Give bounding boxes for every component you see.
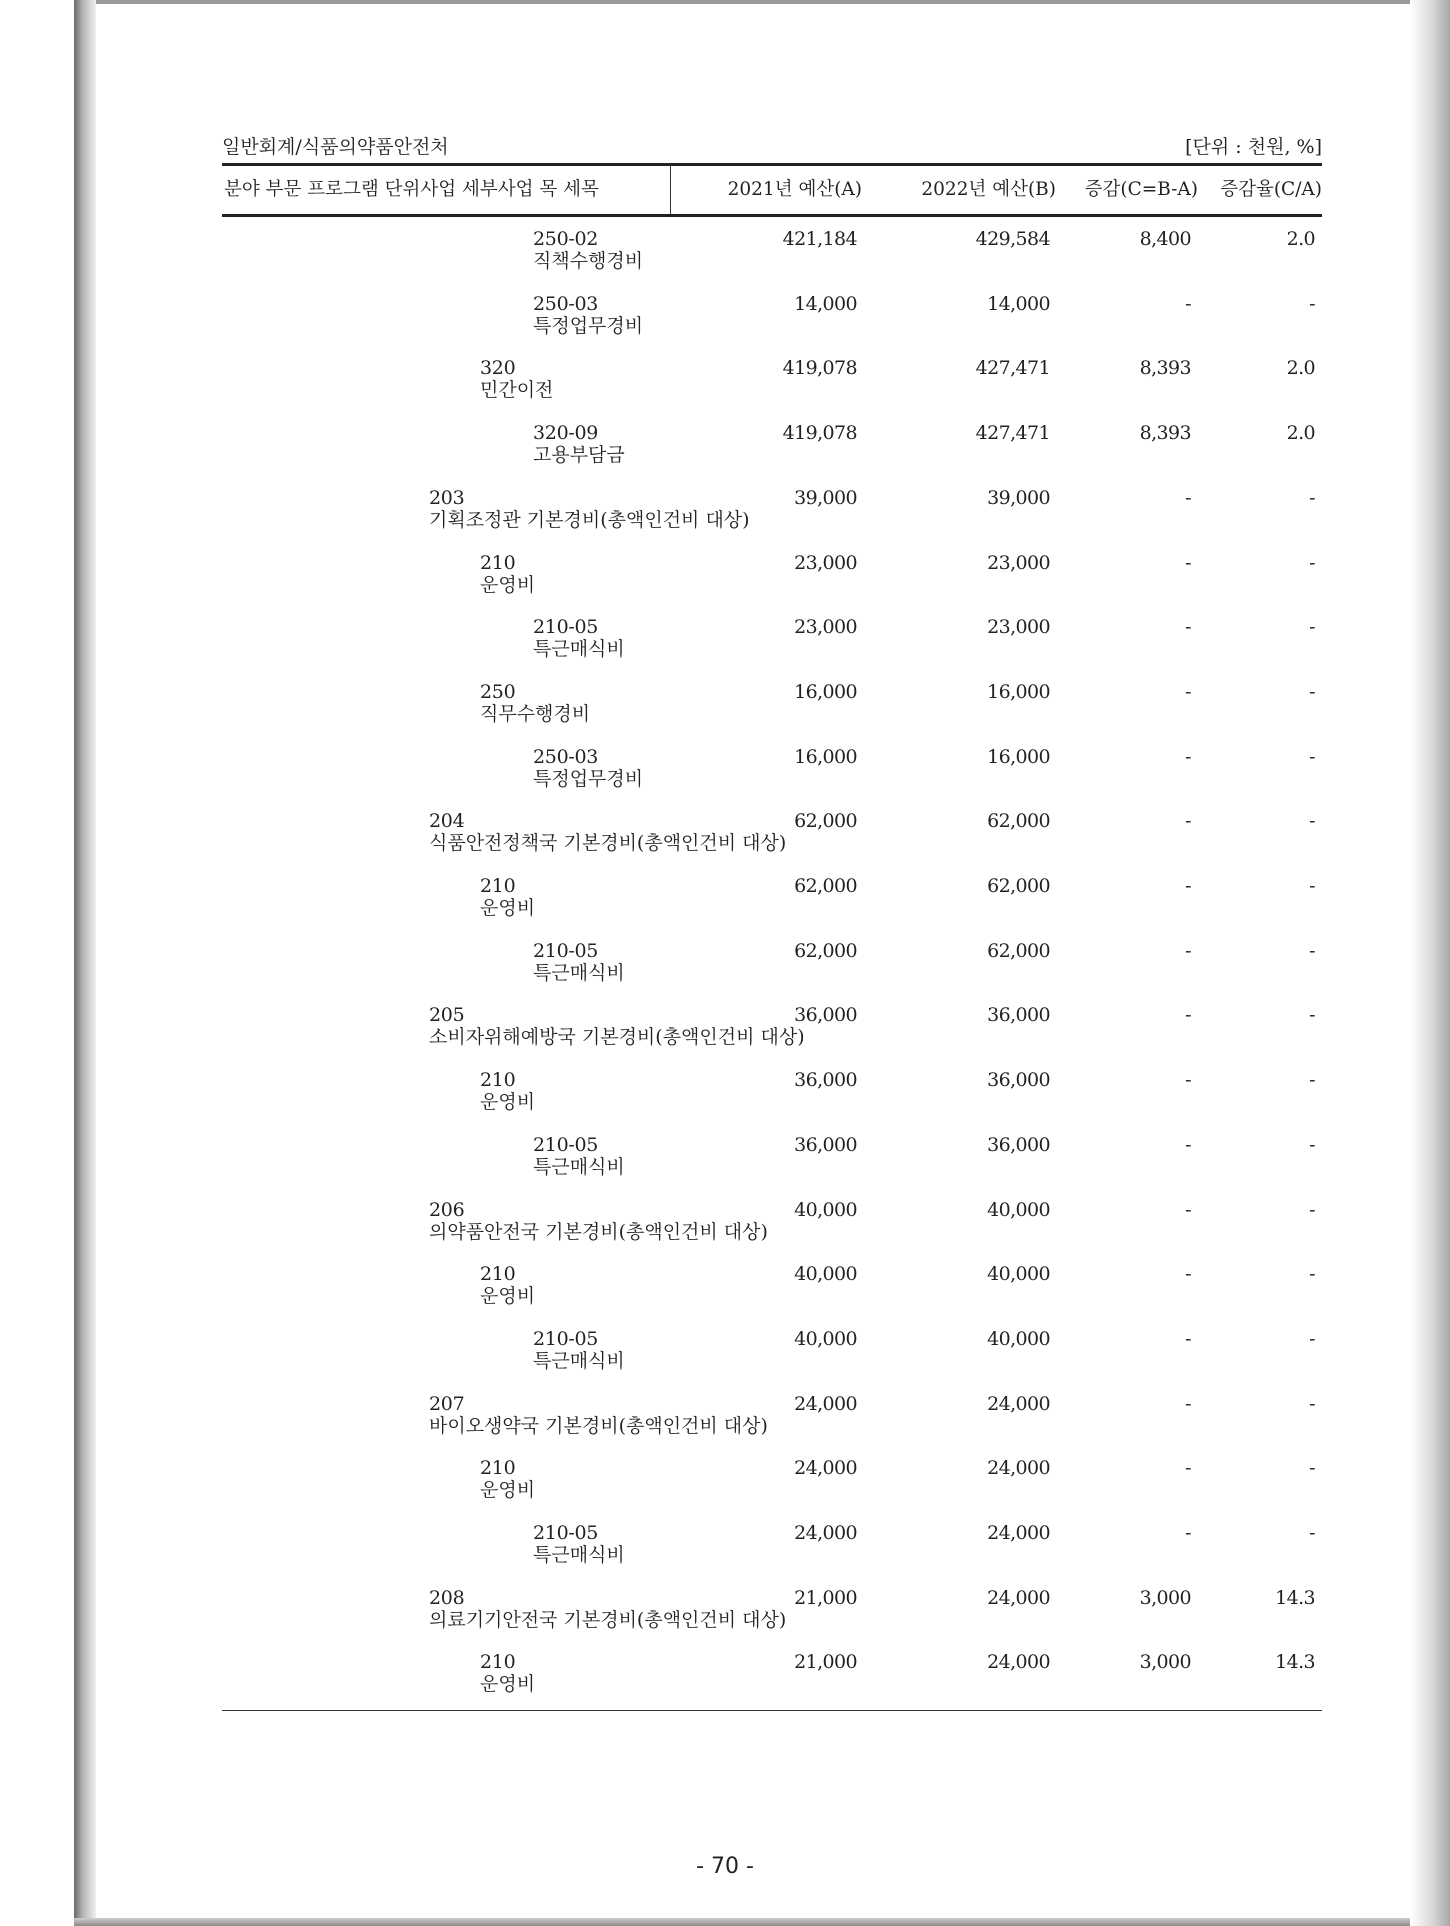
cell-change: -	[1185, 1069, 1191, 1091]
scan-right-edge	[1410, 0, 1450, 1926]
row-name: 특정업무경비	[533, 315, 644, 337]
cell-budget-2021: 23,000	[794, 616, 857, 638]
row-code: 204	[429, 810, 465, 832]
cell-budget-2021: 62,000	[794, 875, 857, 897]
scan-left-edge	[74, 0, 96, 1926]
cell-change-rate: -	[1309, 875, 1315, 897]
cell-change-rate: -	[1309, 1004, 1315, 1026]
cell-budget-2021: 21,000	[794, 1587, 857, 1609]
cell-change-rate: -	[1309, 1199, 1315, 1221]
row-name: 운영비	[480, 1673, 536, 1695]
cell-budget-2022: 36,000	[987, 1134, 1050, 1156]
cell-change-rate: -	[1309, 1069, 1315, 1091]
cell-change-rate: 2.0	[1286, 228, 1315, 250]
row-name: 식품안전정책국 기본경비(총액인건비 대상)	[429, 832, 787, 854]
table-row	[222, 1263, 1322, 1327]
column-header-change: 증감(C=B-A)	[1084, 179, 1198, 200]
cell-change-rate: -	[1309, 746, 1315, 768]
cell-change-rate: 14.3	[1275, 1651, 1315, 1673]
cell-change-rate: 2.0	[1286, 357, 1315, 379]
table-row	[222, 1651, 1322, 1715]
row-name: 운영비	[480, 574, 536, 596]
cell-budget-2022: 62,000	[987, 875, 1050, 897]
cell-change-rate: -	[1309, 681, 1315, 703]
scan-top-edge	[74, 0, 1410, 4]
cell-change: -	[1185, 1457, 1191, 1479]
cell-budget-2022: 40,000	[987, 1263, 1050, 1285]
table-row	[222, 1393, 1322, 1457]
cell-change-rate: -	[1309, 1457, 1315, 1479]
row-name: 바이오생약국 기본경비(총액인건비 대상)	[429, 1415, 768, 1437]
cell-budget-2021: 14,000	[794, 293, 857, 315]
cell-budget-2022: 24,000	[987, 1522, 1050, 1544]
row-code: 210-05	[533, 1134, 599, 1156]
table-bottom-rule	[222, 1710, 1322, 1711]
cell-budget-2021: 16,000	[794, 681, 857, 703]
table-row	[222, 1069, 1322, 1133]
cell-change: -	[1185, 552, 1191, 574]
cell-budget-2021: 24,000	[794, 1393, 857, 1415]
cell-budget-2022: 23,000	[987, 616, 1050, 638]
cell-budget-2021: 36,000	[794, 1069, 857, 1091]
table-row	[222, 357, 1322, 421]
row-name: 기획조정관 기본경비(총액인건비 대상)	[429, 509, 750, 531]
row-code: 250-03	[533, 293, 599, 315]
column-divider	[670, 165, 671, 215]
row-name: 소비자위해예방국 기본경비(총액인건비 대상)	[429, 1026, 805, 1048]
cell-budget-2021: 36,000	[794, 1134, 857, 1156]
cell-change-rate: -	[1309, 616, 1315, 638]
cell-change: -	[1185, 875, 1191, 897]
row-code: 210-05	[533, 616, 599, 638]
cell-change-rate: -	[1309, 1263, 1315, 1285]
row-code: 250-02	[533, 228, 599, 250]
cell-change-rate: -	[1309, 940, 1315, 962]
document-title: 일반회계/식품의약품안전처	[222, 136, 449, 158]
table-row	[222, 1457, 1322, 1521]
row-code: 210	[480, 1651, 516, 1673]
cell-budget-2022: 427,471	[975, 357, 1050, 379]
cell-change: 8,400	[1139, 228, 1191, 250]
table-row	[222, 228, 1322, 292]
table-row	[222, 487, 1322, 551]
cell-change: -	[1185, 1263, 1191, 1285]
cell-change: -	[1185, 940, 1191, 962]
cell-budget-2022: 14,000	[987, 293, 1050, 315]
row-code: 250-03	[533, 746, 599, 768]
scan-bottom-edge	[74, 1918, 1410, 1926]
cell-change: -	[1185, 1199, 1191, 1221]
row-code: 207	[429, 1393, 465, 1415]
cell-budget-2021: 21,000	[794, 1651, 857, 1673]
cell-budget-2022: 24,000	[987, 1587, 1050, 1609]
cell-budget-2021: 62,000	[794, 940, 857, 962]
unit-label: [단위 : 천원, %]	[1185, 136, 1322, 158]
table-row	[222, 1328, 1322, 1392]
row-code: 210	[480, 1263, 516, 1285]
cell-budget-2022: 24,000	[987, 1393, 1050, 1415]
cell-change: -	[1185, 681, 1191, 703]
cell-budget-2021: 40,000	[794, 1263, 857, 1285]
table-row	[222, 422, 1322, 486]
cell-change-rate: -	[1309, 1522, 1315, 1544]
row-name: 의약품안전국 기본경비(총액인건비 대상)	[429, 1221, 768, 1243]
cell-budget-2021: 36,000	[794, 1004, 857, 1026]
cell-budget-2022: 62,000	[987, 940, 1050, 962]
column-header-category: 분야 부문 프로그램 단위사업 세부사업 목 세목	[224, 179, 599, 200]
header-bottom-rule	[222, 214, 1322, 217]
row-name: 운영비	[480, 1479, 536, 1501]
table-caption	[222, 132, 1322, 162]
cell-change: -	[1185, 1134, 1191, 1156]
row-name: 특근매식비	[533, 962, 625, 984]
cell-budget-2021: 40,000	[794, 1328, 857, 1350]
table-row	[222, 681, 1322, 745]
cell-change: -	[1185, 487, 1191, 509]
row-code: 206	[429, 1199, 465, 1221]
cell-change: 3,000	[1139, 1651, 1191, 1673]
column-header-budget-2021: 2021년 예산(A)	[727, 179, 862, 200]
cell-change: -	[1185, 746, 1191, 768]
cell-budget-2022: 36,000	[987, 1004, 1050, 1026]
row-code: 320	[480, 357, 516, 379]
row-name: 민간이전	[480, 379, 554, 401]
cell-budget-2021: 24,000	[794, 1457, 857, 1479]
table-row	[222, 1134, 1322, 1198]
cell-budget-2022: 40,000	[987, 1199, 1050, 1221]
cell-change: -	[1185, 1004, 1191, 1026]
cell-budget-2022: 16,000	[987, 746, 1050, 768]
row-name: 직책수행경비	[533, 250, 644, 272]
cell-change: 8,393	[1139, 357, 1191, 379]
row-code: 210-05	[533, 940, 599, 962]
cell-change-rate: -	[1309, 810, 1315, 832]
cell-change-rate: -	[1309, 1328, 1315, 1350]
cell-change-rate: -	[1309, 1393, 1315, 1415]
row-name: 직무수행경비	[480, 703, 591, 725]
row-code: 210	[480, 1069, 516, 1091]
cell-budget-2022: 429,584	[975, 228, 1050, 250]
row-name: 운영비	[480, 1285, 536, 1307]
table-row	[222, 746, 1322, 810]
cell-budget-2021: 419,078	[782, 422, 857, 444]
cell-budget-2021: 421,184	[782, 228, 857, 250]
row-code: 205	[429, 1004, 465, 1026]
column-header-change-rate: 증감율(C/A)	[1220, 179, 1322, 200]
table-row	[222, 1522, 1322, 1586]
row-code: 250	[480, 681, 516, 703]
cell-change: -	[1185, 616, 1191, 638]
cell-budget-2021: 24,000	[794, 1522, 857, 1544]
row-name: 운영비	[480, 897, 536, 919]
row-code: 210	[480, 875, 516, 897]
cell-budget-2022: 23,000	[987, 552, 1050, 574]
cell-budget-2021: 39,000	[794, 487, 857, 509]
cell-budget-2021: 40,000	[794, 1199, 857, 1221]
cell-change: -	[1185, 293, 1191, 315]
cell-change-rate: -	[1309, 293, 1315, 315]
page-number: - 70 -	[696, 1854, 754, 1879]
cell-budget-2022: 24,000	[987, 1457, 1050, 1479]
table-row	[222, 293, 1322, 357]
table-row	[222, 940, 1322, 1004]
row-name: 고용부담금	[533, 444, 625, 466]
table-row	[222, 616, 1322, 680]
row-name: 특근매식비	[533, 1156, 625, 1178]
column-header-budget-2022: 2022년 예산(B)	[921, 179, 1056, 200]
cell-change-rate: -	[1309, 1134, 1315, 1156]
table-row	[222, 875, 1322, 939]
table-row	[222, 1004, 1322, 1068]
table-row	[222, 1587, 1322, 1651]
cell-change-rate: 2.0	[1286, 422, 1315, 444]
row-name: 특정업무경비	[533, 768, 644, 790]
cell-change: -	[1185, 810, 1191, 832]
row-code: 208	[429, 1587, 465, 1609]
table-row	[222, 552, 1322, 616]
row-name: 특근매식비	[533, 1544, 625, 1566]
cell-budget-2021: 16,000	[794, 746, 857, 768]
cell-budget-2022: 16,000	[987, 681, 1050, 703]
row-name: 의료기기안전국 기본경비(총액인건비 대상)	[429, 1609, 787, 1631]
row-name: 특근매식비	[533, 1350, 625, 1372]
cell-budget-2021: 62,000	[794, 810, 857, 832]
row-code: 320-09	[533, 422, 599, 444]
cell-change-rate: 14.3	[1275, 1587, 1315, 1609]
cell-budget-2022: 39,000	[987, 487, 1050, 509]
row-code: 210-05	[533, 1522, 599, 1544]
cell-change: -	[1185, 1522, 1191, 1544]
cell-change-rate: -	[1309, 487, 1315, 509]
row-code: 203	[429, 487, 465, 509]
row-name: 운영비	[480, 1091, 536, 1113]
cell-budget-2021: 419,078	[782, 357, 857, 379]
cell-budget-2022: 36,000	[987, 1069, 1050, 1091]
row-code: 210	[480, 552, 516, 574]
cell-budget-2021: 23,000	[794, 552, 857, 574]
row-code: 210	[480, 1457, 516, 1479]
cell-change-rate: -	[1309, 552, 1315, 574]
cell-budget-2022: 40,000	[987, 1328, 1050, 1350]
cell-change: 3,000	[1139, 1587, 1191, 1609]
cell-change: 8,393	[1139, 422, 1191, 444]
row-name: 특근매식비	[533, 638, 625, 660]
cell-change: -	[1185, 1393, 1191, 1415]
cell-budget-2022: 24,000	[987, 1651, 1050, 1673]
row-code: 210-05	[533, 1328, 599, 1350]
table-row	[222, 1199, 1322, 1263]
table-row	[222, 810, 1322, 874]
cell-budget-2022: 62,000	[987, 810, 1050, 832]
cell-budget-2022: 427,471	[975, 422, 1050, 444]
cell-change: -	[1185, 1328, 1191, 1350]
